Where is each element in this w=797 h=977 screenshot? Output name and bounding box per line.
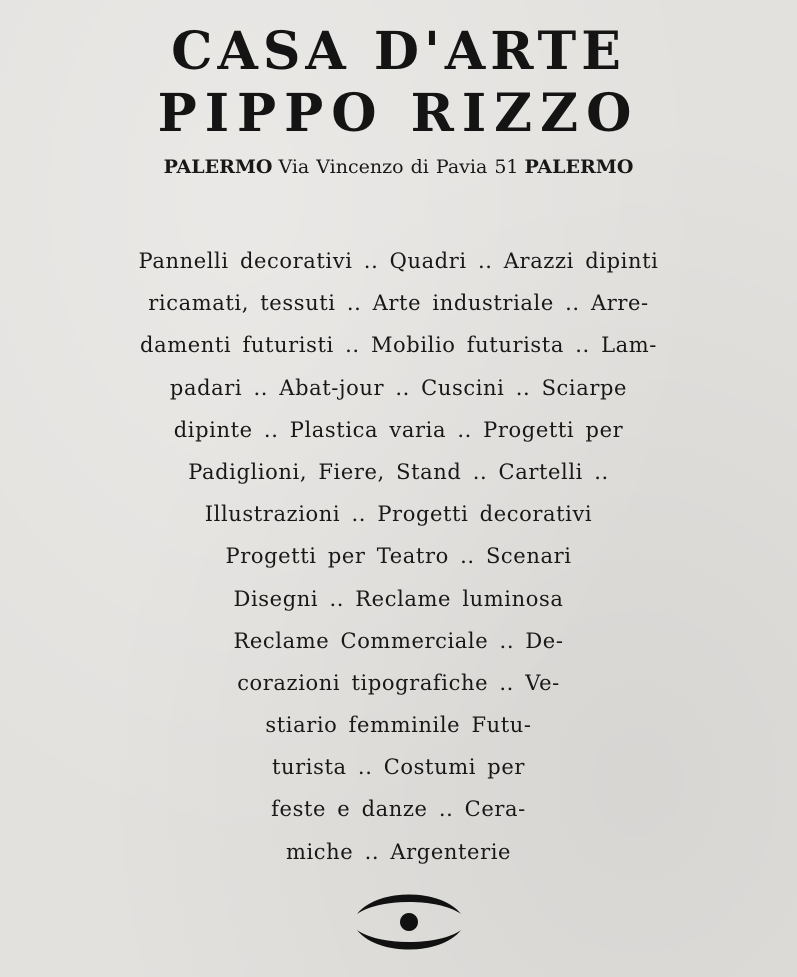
- eye-upper-lid: [357, 895, 461, 915]
- title-line-2: PIPPO RIZZO: [157, 83, 640, 144]
- address-line: [0, 152, 797, 182]
- services-line: miche .. Argenterie: [285, 839, 512, 864]
- services-line: padari .. Abat-jour .. Cuscini .. Sciarpe: [169, 375, 628, 400]
- services-list: [0, 240, 797, 873]
- services-line: stiario femminile Futu-: [265, 713, 532, 738]
- services-line: feste e danze .. Cera-: [271, 797, 526, 822]
- services-line: turista .. Costumi per: [271, 755, 526, 780]
- services-line: dipinte .. Plastica varia .. Progetti per: [173, 417, 624, 442]
- services-line: Pannelli decorativi .. Quadri .. Arazzi dipinti: [138, 249, 659, 273]
- title-line-1: CASA D'ARTE: [171, 21, 626, 82]
- eye-pupil: [400, 913, 418, 931]
- services-line: Illustrazioni .. Progetti decorativi: [204, 502, 593, 527]
- services-line: corazioni tipografiche .. Ve-: [237, 670, 560, 695]
- address-city-right: PALERMO: [524, 156, 634, 178]
- services-line: Reclame Commerciale .. De-: [233, 628, 564, 653]
- eye-icon: [355, 886, 463, 958]
- services-line: damenti futuristi .. Mobilio futurista .. Lam-: [140, 333, 657, 358]
- eye-lower-lid: [357, 930, 461, 950]
- address-street: Via Vincenzo di Pavia 51: [278, 156, 519, 178]
- services-line: Disegni .. Reclame luminosa: [233, 586, 564, 611]
- services-line: Padiglioni, Fiere, Stand .. Cartelli ..: [188, 459, 609, 484]
- services-line: ricamati, tessuti .. Arte industriale .. Arre-: [148, 291, 649, 316]
- address-city-left: PALERMO: [163, 156, 273, 178]
- services-line: Progetti per Teatro .. Scenari: [225, 544, 572, 569]
